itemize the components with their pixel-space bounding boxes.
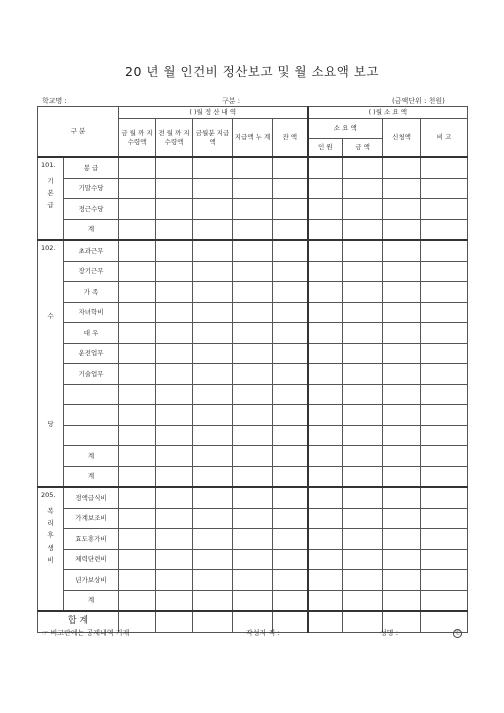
value-cell [383, 384, 421, 405]
value-cell [119, 157, 156, 178]
value-cell [343, 425, 383, 446]
value-cell [119, 240, 156, 261]
value-cell [383, 425, 421, 446]
value-cell [343, 157, 383, 178]
group-name-char: 당 [47, 420, 54, 429]
value-cell [233, 261, 273, 282]
value-cell [343, 570, 383, 591]
value-cell [308, 302, 343, 323]
item-label: 가계보조비 [64, 508, 119, 529]
value-cell [421, 157, 468, 178]
value-cell [233, 364, 273, 385]
value-cell [273, 323, 308, 344]
table-row [38, 549, 468, 570]
item-label: 년가보상비 [64, 570, 119, 591]
item-label: 효도휴가비 [64, 529, 119, 550]
group-name-char: 후 [47, 531, 54, 540]
value-cell [156, 178, 193, 199]
value-cell [421, 570, 468, 591]
value-cell [421, 384, 468, 405]
value-cell [273, 157, 308, 178]
value-cell [273, 529, 308, 550]
value-cell [308, 611, 343, 633]
table-row [38, 240, 468, 261]
item-label: 계 [64, 590, 119, 611]
group-label [38, 487, 64, 611]
value-cell [233, 323, 273, 344]
value-cell [343, 549, 383, 570]
item-label: 정액급식비 [64, 487, 119, 508]
value-cell [193, 219, 233, 240]
value-cell [308, 384, 343, 405]
item-label: 운전업무 [64, 343, 119, 364]
table-row [38, 261, 468, 282]
value-cell [193, 282, 233, 303]
value-cell [119, 549, 156, 570]
total-label: 합 계 [38, 611, 119, 633]
table-row [38, 157, 468, 178]
value-cell [233, 446, 273, 467]
value-cell [308, 466, 343, 487]
value-cell [233, 405, 273, 426]
item-label: 계 [64, 446, 119, 467]
value-cell [193, 549, 233, 570]
value-cell [383, 240, 421, 261]
value-cell [308, 323, 343, 344]
value-cell [156, 529, 193, 550]
group-label [38, 240, 64, 487]
value-cell [421, 529, 468, 550]
group-number: 205. [41, 491, 56, 499]
value-cell [233, 590, 273, 611]
value-cell [233, 508, 273, 529]
footer-note: ☞ 비고란에는 공제내역 기재 [42, 629, 130, 637]
value-cell [273, 466, 308, 487]
value-cell [383, 323, 421, 344]
value-cell [343, 364, 383, 385]
value-cell [156, 302, 193, 323]
value-cell [421, 487, 468, 508]
headcount-header: 인 원 [308, 139, 343, 158]
value-cell [156, 611, 193, 633]
table-row [38, 529, 468, 550]
table-row [38, 405, 468, 426]
requested-header: 신청액 [383, 119, 421, 158]
value-cell [119, 282, 156, 303]
value-cell [308, 425, 343, 446]
value-cell [383, 364, 421, 385]
item-label [64, 405, 119, 426]
required-header: 소 요 액 [308, 119, 383, 139]
value-cell [383, 178, 421, 199]
value-cell [273, 240, 308, 261]
value-cell [383, 590, 421, 611]
value-cell [233, 529, 273, 550]
value-cell [233, 570, 273, 591]
value-cell [193, 570, 233, 591]
value-cell [193, 364, 233, 385]
item-label: 기술업무 [64, 364, 119, 385]
value-cell [383, 508, 421, 529]
value-cell [421, 466, 468, 487]
value-cell [383, 157, 421, 178]
value-cell [383, 282, 421, 303]
value-cell [156, 219, 193, 240]
this-month-paid-header: 금월분 지급액 [193, 119, 233, 158]
value-cell [308, 343, 343, 364]
value-cell [156, 425, 193, 446]
item-label: 계 [64, 466, 119, 487]
value-cell [343, 405, 383, 426]
group-name-char: 리 [47, 519, 54, 528]
group-name-char: 수 [47, 312, 54, 321]
value-cell [421, 343, 468, 364]
value-cell [273, 549, 308, 570]
value-cell [119, 487, 156, 508]
settlement-table [37, 106, 468, 633]
value-cell [343, 261, 383, 282]
value-cell [273, 405, 308, 426]
value-cell [308, 199, 343, 220]
value-cell [343, 529, 383, 550]
item-label: 장기근무 [64, 261, 119, 282]
value-cell [156, 549, 193, 570]
prev-total-header: 전 월 까 지 수령액 [156, 119, 193, 158]
value-cell [156, 261, 193, 282]
value-cell [308, 446, 343, 467]
value-cell [119, 529, 156, 550]
value-cell [383, 570, 421, 591]
value-cell [308, 364, 343, 385]
value-cell [383, 302, 421, 323]
table-row [38, 323, 468, 344]
value-cell [193, 157, 233, 178]
value-cell [119, 178, 156, 199]
value-cell [383, 529, 421, 550]
value-cell [193, 611, 233, 633]
table-row [38, 446, 468, 467]
value-cell [156, 466, 193, 487]
requirement-group-header: ( )월 소 요 액 [308, 107, 468, 119]
value-cell [343, 466, 383, 487]
table-row [38, 199, 468, 220]
value-cell [421, 508, 468, 529]
group-name-char: 생 [47, 543, 54, 552]
value-cell [156, 323, 193, 344]
table-row [38, 425, 468, 446]
value-cell [308, 508, 343, 529]
value-cell [193, 487, 233, 508]
table-row [38, 570, 468, 591]
value-cell [421, 549, 468, 570]
value-cell [156, 590, 193, 611]
value-cell [119, 466, 156, 487]
item-label: 기말수당 [64, 178, 119, 199]
value-cell [193, 343, 233, 364]
table-row [38, 302, 468, 323]
value-cell [233, 487, 273, 508]
value-cell [193, 529, 233, 550]
value-cell [156, 364, 193, 385]
item-label: 초과근무 [64, 240, 119, 261]
group-name-char: 급 [47, 201, 54, 210]
value-cell [343, 508, 383, 529]
value-cell [383, 405, 421, 426]
group-name-char: 복 [47, 507, 54, 516]
value-cell [233, 199, 273, 220]
value-cell [421, 282, 468, 303]
value-cell [156, 570, 193, 591]
value-cell [343, 590, 383, 611]
value-cell [273, 219, 308, 240]
value-cell [421, 261, 468, 282]
value-cell [273, 446, 308, 467]
value-cell [156, 199, 193, 220]
value-cell [308, 549, 343, 570]
value-cell [308, 261, 343, 282]
value-cell [193, 466, 233, 487]
value-cell [119, 446, 156, 467]
group-name-char: 비 [47, 555, 54, 564]
group-number: 101. [41, 161, 56, 169]
item-label: 가 족 [64, 282, 119, 303]
value-cell [308, 529, 343, 550]
balance-header: 잔 액 [273, 119, 308, 158]
value-cell [273, 178, 308, 199]
value-cell [156, 157, 193, 178]
value-cell [193, 261, 233, 282]
value-cell [156, 343, 193, 364]
value-cell [233, 466, 273, 487]
value-cell [119, 219, 156, 240]
value-cell [343, 219, 383, 240]
value-cell [233, 302, 273, 323]
category-header: 구 분 [38, 107, 119, 158]
value-cell [383, 487, 421, 508]
value-cell [119, 590, 156, 611]
value-cell [308, 282, 343, 303]
value-cell [193, 446, 233, 467]
value-cell [119, 425, 156, 446]
item-label [64, 425, 119, 446]
value-cell [421, 590, 468, 611]
item-label: 대 우 [64, 323, 119, 344]
value-cell [343, 384, 383, 405]
value-cell [156, 508, 193, 529]
value-cell [343, 178, 383, 199]
value-cell [383, 219, 421, 240]
value-cell [119, 323, 156, 344]
value-cell [343, 611, 383, 633]
table-row [38, 590, 468, 611]
value-cell [273, 590, 308, 611]
value-cell [383, 261, 421, 282]
value-cell [383, 549, 421, 570]
value-cell [343, 302, 383, 323]
remarks-header: 비 고 [421, 119, 468, 158]
division-label: 구분 : [222, 97, 241, 105]
value-cell [383, 343, 421, 364]
value-cell [383, 199, 421, 220]
value-cell [343, 446, 383, 467]
value-cell [343, 487, 383, 508]
value-cell [156, 240, 193, 261]
month-total-header: 금 월 까 지 수령액 [119, 119, 156, 158]
value-cell [421, 302, 468, 323]
settlement-group-header: ( )월 정 산 내 역 [119, 107, 308, 119]
value-cell [308, 178, 343, 199]
value-cell [273, 261, 308, 282]
value-cell [233, 549, 273, 570]
table-row [38, 282, 468, 303]
value-cell [383, 466, 421, 487]
value-cell [193, 178, 233, 199]
school-label: 학교명 : [42, 97, 67, 105]
value-cell [233, 178, 273, 199]
value-cell [119, 384, 156, 405]
value-cell [273, 199, 308, 220]
value-cell [421, 446, 468, 467]
value-cell [233, 343, 273, 364]
value-cell [156, 282, 193, 303]
value-cell [273, 425, 308, 446]
table-row [38, 343, 468, 364]
value-cell [273, 282, 308, 303]
value-cell [308, 219, 343, 240]
value-cell [119, 261, 156, 282]
table-row [38, 466, 468, 487]
value-cell [119, 343, 156, 364]
value-cell [233, 219, 273, 240]
value-cell [421, 219, 468, 240]
value-cell [273, 487, 308, 508]
value-cell [193, 302, 233, 323]
value-cell [383, 446, 421, 467]
table-row [38, 508, 468, 529]
table-row [38, 384, 468, 405]
value-cell [273, 302, 308, 323]
value-cell [421, 323, 468, 344]
value-cell [233, 425, 273, 446]
seal-mark: 인 [453, 628, 462, 638]
item-label: 계 [64, 219, 119, 240]
paid-cumulative-header: 지급액 누 계 [233, 119, 273, 158]
value-cell [119, 508, 156, 529]
value-cell [273, 343, 308, 364]
value-cell [343, 240, 383, 261]
value-cell [343, 199, 383, 220]
value-cell [421, 240, 468, 261]
value-cell [156, 487, 193, 508]
value-cell [421, 425, 468, 446]
name-label: 성명 : [380, 629, 399, 637]
value-cell [119, 405, 156, 426]
value-cell [308, 590, 343, 611]
value-cell [343, 343, 383, 364]
value-cell [193, 323, 233, 344]
value-cell [156, 446, 193, 467]
value-cell [193, 384, 233, 405]
value-cell [156, 405, 193, 426]
group-number: 102. [41, 244, 56, 252]
group-label [38, 157, 64, 240]
value-cell [421, 405, 468, 426]
value-cell [273, 508, 308, 529]
value-cell [233, 282, 273, 303]
value-cell [308, 405, 343, 426]
unit-note: (금액단위 : 천원) [392, 97, 445, 105]
value-cell [119, 199, 156, 220]
writer-label: 작성자 직 : [246, 629, 280, 637]
table-row [38, 178, 468, 199]
value-cell [421, 199, 468, 220]
value-cell [119, 302, 156, 323]
table-row [38, 364, 468, 385]
value-cell [273, 364, 308, 385]
item-label: 봉 급 [64, 157, 119, 178]
value-cell [193, 508, 233, 529]
value-cell [193, 240, 233, 261]
value-cell [119, 364, 156, 385]
value-cell [343, 282, 383, 303]
group-name-char: 기 [47, 177, 54, 186]
group-name-char: 본 [47, 189, 54, 198]
table-row [38, 219, 468, 240]
item-label [64, 384, 119, 405]
form-title: 20 년 월 인건비 정산보고 및 월 소요액 보고 [125, 64, 379, 79]
value-cell [193, 425, 233, 446]
item-label: 정근수당 [64, 199, 119, 220]
value-cell [233, 384, 273, 405]
value-cell [308, 157, 343, 178]
value-cell [343, 323, 383, 344]
value-cell [308, 570, 343, 591]
item-label: 자녀학비 [64, 302, 119, 323]
value-cell [273, 384, 308, 405]
value-cell [308, 487, 343, 508]
value-cell [421, 178, 468, 199]
table-row [38, 487, 468, 508]
value-cell [308, 240, 343, 261]
value-cell [193, 590, 233, 611]
value-cell [156, 384, 193, 405]
value-cell [193, 199, 233, 220]
value-cell [273, 570, 308, 591]
value-cell [193, 405, 233, 426]
amount-header: 금 액 [343, 139, 383, 158]
value-cell [119, 570, 156, 591]
value-cell [421, 364, 468, 385]
value-cell [233, 157, 273, 178]
value-cell [233, 240, 273, 261]
item-label: 체력단련비 [64, 549, 119, 570]
